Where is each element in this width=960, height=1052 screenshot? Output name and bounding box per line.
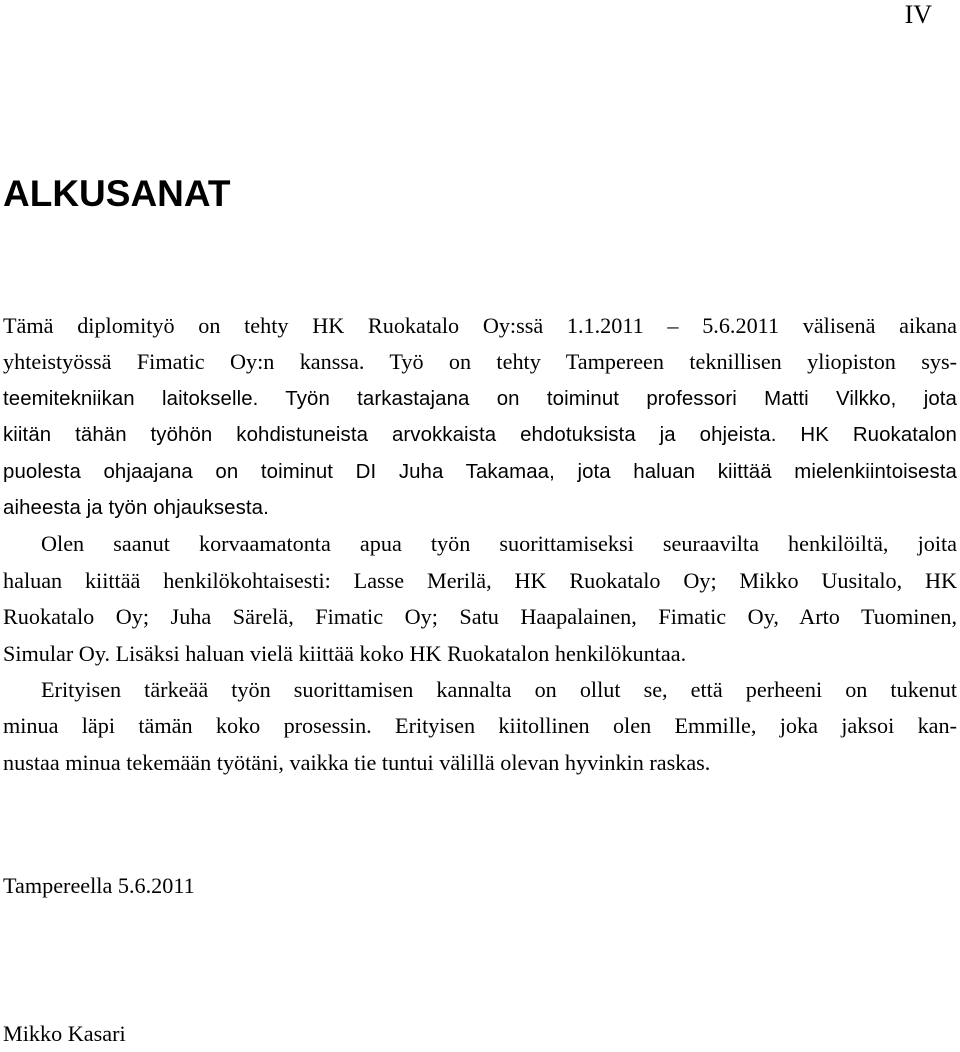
paragraph-1 [3,308,957,526]
text-line: aiheesta ja työn ohjauksesta. [3,496,269,519]
paragraph-2 [3,526,957,672]
text-line: Simular Oy. Lisäksi haluan vielä kiittää koko HK Ruokatalon henkilökuntaa. [3,640,687,666]
preface-body [3,308,957,781]
text-line: nustaa minua tekemään työtäni, vaikka tie tuntui välillä olevan hyvinkin raskas. [3,749,711,775]
text-line: teemitekniikan laitokselle. Työn tarkastajana on toiminut professori Matti Vilkko, jota [3,387,957,410]
text-line: Erityisen tärkeää työn suorittamisen kannalta on ollut se, että perheeni on tukenut [41,676,957,702]
text-line: minua läpi tämän koko prosessin. Erityisen kiitollinen olen Emmille, joka jaksoi kan- [3,713,957,739]
page-number: IV [904,0,932,29]
text-line: puolesta ohjaajana on toiminut DI Juha Takamaa, jota haluan kiittää mielenkiintoisesta [3,460,957,483]
author-signature: Mikko Kasari [3,1021,126,1046]
text-line: yhteistyössä Fimatic Oy:n kanssa. Työ on tehty Tampereen teknillisen yliopiston sys- [3,349,957,375]
text-line: Tämä diplomityö on tehty HK Ruokatalo Oy:ssä 1.1.2011 – 5.6.2011 välisenä aikana [3,313,957,338]
text-line: Ruokatalo Oy; Juha Särelä, Fimatic Oy; Satu Haapalainen, Fimatic Oy, Arto Tuominen, [3,604,957,630]
text-line: haluan kiittää henkilökohtaisesti: Lasse Merilä, HK Ruokatalo Oy; Mikko Uusitalo, HK [3,567,957,593]
paragraph-3 [3,672,957,781]
text-line: kiitän tähän työhön kohdistuneista arvokkaista ehdotuksista ja ohjeista. HK Ruokatalon [3,424,957,447]
page-title: ALKUSANAT [3,173,231,214]
text-line: Olen saanut korvaamatonta apua työn suorittamiseksi seuraavilta henkilöiltä, joita [41,531,957,557]
place-and-date: Tampereella 5.6.2011 [3,873,195,898]
